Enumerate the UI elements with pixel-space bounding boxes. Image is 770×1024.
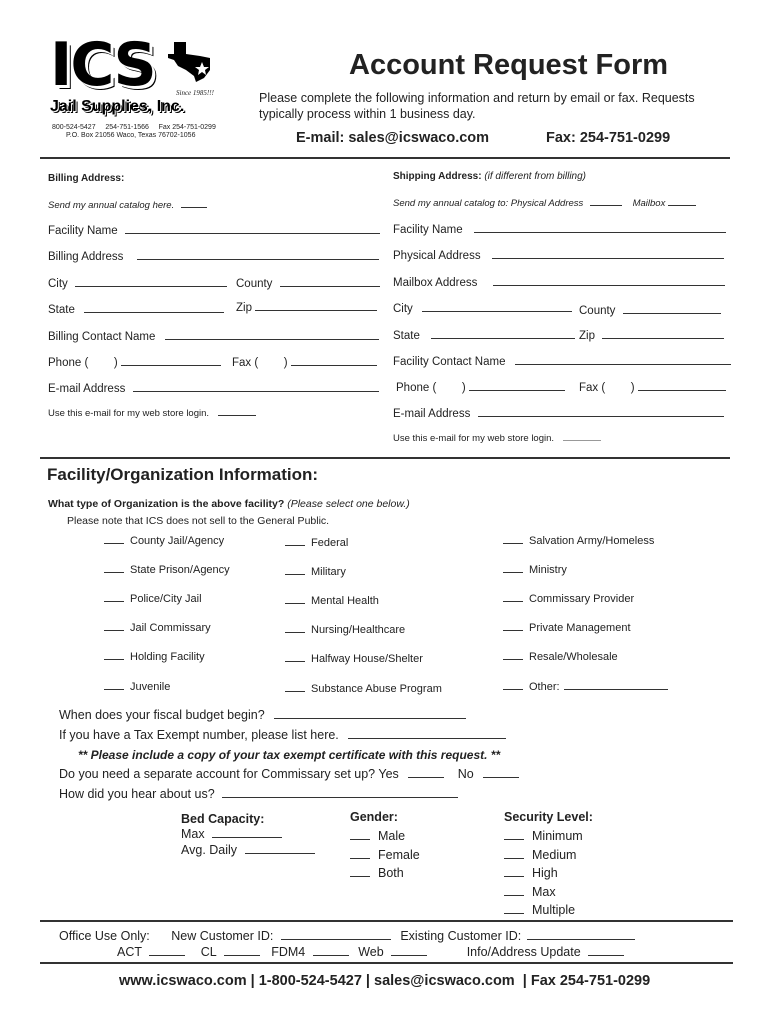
commissary-row[interactable] — [59, 767, 519, 781]
org-type-checkbox[interactable] — [104, 659, 124, 660]
shipping-mailbox-address-field[interactable] — [493, 285, 725, 286]
shipping-city-field[interactable] — [422, 311, 572, 312]
hear-row[interactable] — [59, 787, 458, 801]
header-divider — [40, 157, 730, 159]
bed-avg-field[interactable] — [245, 853, 315, 854]
office-info-label: Info/Address Update — [466, 945, 581, 959]
hear-field[interactable] — [222, 797, 458, 798]
billing-facility-name-field[interactable] — [125, 233, 380, 234]
facility-note: Please note that ICS does not sell to the General Public. — [67, 515, 330, 527]
shipping-heading: Shipping Address: — [393, 171, 482, 182]
bed-capacity-heading: Bed Capacity: — [181, 812, 265, 826]
security-level-option[interactable] — [504, 848, 576, 862]
org-type-label: Federal — [311, 537, 349, 549]
security-level-label: High — [532, 866, 558, 880]
billing-facility-row[interactable] — [48, 225, 380, 237]
org-type-checkbox[interactable] — [104, 572, 124, 573]
org-type-checkbox[interactable] — [104, 601, 124, 602]
tax-exempt-label: If you have a Tax Exempt number, please list here. — [59, 728, 339, 742]
org-type-checkbox[interactable] — [503, 630, 523, 631]
contact-line2: P.O. Box 21056 Waco, Texas 76702-1056 — [66, 132, 196, 139]
org-type-option[interactable] — [104, 564, 230, 576]
logo-subtitle: Jail Supplies, Inc. — [50, 98, 185, 115]
org-type-checkbox[interactable] — [503, 601, 523, 602]
org-type-option[interactable] — [503, 535, 654, 547]
gender-option[interactable] — [350, 829, 405, 843]
shipping-contact-name-field[interactable] — [515, 364, 731, 365]
office-web-label: Web — [358, 945, 384, 959]
billing-email-row[interactable] — [48, 383, 379, 395]
shipping-catalog-physical-blank[interactable] — [590, 205, 622, 206]
billing-fax-row[interactable] — [232, 357, 377, 369]
shipping-email-label: E-mail Address — [393, 408, 471, 420]
security-level-option[interactable] — [504, 829, 583, 843]
org-type-option[interactable] — [285, 683, 442, 695]
office-fdm4-field[interactable] — [313, 955, 349, 956]
billing-fax-label: Fax ( ) — [232, 357, 288, 369]
org-type-option[interactable] — [285, 537, 348, 549]
header-email: E-mail: sales@icswaco.com — [296, 130, 490, 146]
org-type-label: Substance Abuse Program — [311, 683, 442, 695]
instructions-line1: Please complete the following information and return by email or fax. Requests — [259, 91, 695, 105]
shipping-catalog-row[interactable] — [393, 198, 696, 209]
org-type-option[interactable] — [104, 535, 224, 547]
billing-zip-row[interactable] — [236, 302, 377, 314]
shipping-web-login-blank[interactable] — [563, 440, 601, 441]
shipping-county-row[interactable] — [579, 305, 721, 317]
org-type-option[interactable] — [285, 653, 423, 665]
org-type-checkbox[interactable] — [285, 661, 305, 662]
org-type-option[interactable] — [503, 681, 668, 693]
org-type-option[interactable] — [104, 681, 170, 693]
org-type-option[interactable] — [104, 593, 202, 605]
org-type-checkbox[interactable] — [285, 545, 305, 546]
office-top-divider — [40, 920, 733, 922]
shipping-mailbox-address-label: Mailbox Address — [393, 277, 478, 289]
security-level-label: Medium — [532, 847, 577, 862]
shipping-contact-name-label: Facility Contact Name — [393, 356, 506, 368]
shipping-county-field[interactable] — [623, 313, 721, 314]
security-level-option[interactable] — [504, 866, 558, 880]
commissary-yes-field[interactable] — [408, 777, 444, 778]
shipping-catalog-mailbox-blank[interactable] — [668, 205, 696, 206]
org-type-checkbox[interactable] — [285, 691, 305, 692]
billing-phone-row[interactable] — [48, 357, 221, 369]
commissary-no-label: No — [457, 767, 474, 781]
org-type-label: Holding Facility — [130, 651, 205, 663]
billing-catalog-label: Send my annual catalog here. — [48, 200, 175, 211]
shipping-city-row[interactable] — [393, 303, 572, 315]
org-type-label: Jail Commissary — [130, 622, 211, 634]
gender-heading: Gender: — [350, 810, 398, 824]
org-type-option[interactable] — [285, 624, 405, 636]
billing-heading: Billing Address: — [48, 173, 125, 184]
org-type-label: Juvenile — [130, 681, 171, 693]
org-type-label: Salvation Army/Homeless — [529, 535, 655, 547]
billing-email-field[interactable] — [133, 391, 379, 392]
org-type-option[interactable] — [285, 566, 346, 578]
org-type-other-field[interactable] — [564, 689, 668, 690]
billing-state-field[interactable] — [84, 312, 224, 313]
billing-city-row[interactable] — [48, 278, 227, 290]
bed-max-label: Max — [181, 827, 205, 841]
shipping-fax-field[interactable] — [638, 390, 726, 391]
shipping-fax-label: Fax ( ) — [579, 382, 635, 394]
billing-web-login-row[interactable] — [48, 408, 256, 419]
org-type-label: Military — [311, 566, 346, 578]
org-type-label: Private Management — [529, 622, 631, 634]
billing-web-login-blank[interactable] — [218, 415, 256, 416]
office-act-label: ACT — [117, 945, 142, 959]
office-info-field[interactable] — [588, 955, 624, 956]
billing-contact-name-label: Billing Contact Name — [48, 331, 156, 343]
shipping-heading-row — [393, 171, 586, 182]
security-level-label: Max — [532, 884, 556, 899]
security-level-label: Minimum — [532, 829, 583, 843]
shipping-zip-field[interactable] — [602, 338, 724, 339]
bed-max-field[interactable] — [212, 837, 282, 838]
shipping-city-label: City — [393, 303, 413, 315]
shipping-state-label: State — [393, 330, 420, 342]
security-level-checkbox[interactable] — [504, 858, 524, 859]
office-row2 — [117, 945, 624, 959]
facility-question: What type of Organization is the above facility? — [48, 498, 285, 510]
office-cl-field[interactable] — [224, 955, 260, 956]
shipping-email-row[interactable] — [393, 408, 724, 420]
contact-line1: 800-524-5427 254-751-1566 Fax 254-751-0299 — [52, 124, 216, 131]
tax-note: ** Please include a copy of your tax exempt certificate with this request. ** — [78, 748, 501, 762]
org-type-label: State Prison/Agency — [130, 564, 230, 576]
facility-question-row — [48, 498, 410, 510]
office-web-field[interactable] — [391, 955, 427, 956]
org-type-checkbox[interactable] — [285, 632, 305, 633]
gender-checkbox[interactable] — [350, 876, 370, 877]
org-type-checkbox[interactable] — [503, 543, 523, 544]
billing-fax-field[interactable] — [291, 365, 377, 366]
org-type-label: Resale/Wholesale — [529, 651, 618, 663]
office-existing-id-field[interactable] — [527, 939, 635, 940]
footer-contact: www.icswaco.com | 1-800-524-5427 | sales@icswaco.com | Fax 254-751-0299 — [119, 973, 651, 989]
shipping-fax-row[interactable] — [579, 382, 726, 394]
gender-label: Male — [378, 829, 406, 843]
billing-state-label: State — [48, 304, 75, 316]
office-bottom-divider — [40, 962, 733, 964]
logo — [48, 30, 218, 120]
section-divider — [40, 457, 730, 459]
org-type-label: Mental Health — [311, 595, 379, 607]
fiscal-row[interactable] — [59, 708, 466, 722]
org-type-option[interactable] — [503, 564, 567, 576]
office-fdm4-label: FDM4 — [271, 945, 306, 959]
security-level-checkbox[interactable] — [504, 839, 524, 840]
header-fax: Fax: 254-751-0299 — [546, 130, 671, 146]
billing-phone-label: Phone ( ) — [48, 357, 118, 369]
office-row1 — [59, 929, 635, 943]
shipping-state-row[interactable] — [393, 330, 575, 342]
billing-facility-name-label: Facility Name — [48, 225, 118, 237]
bed-max-row[interactable] — [181, 827, 282, 841]
fiscal-field[interactable] — [274, 718, 466, 719]
security-level-label: Multiple — [532, 903, 576, 917]
security-level-option[interactable] — [504, 885, 556, 899]
security-level-checkbox[interactable] — [504, 913, 524, 914]
texas-star-icon — [166, 36, 216, 86]
shipping-mailbox-row[interactable] — [393, 277, 725, 289]
gender-checkbox[interactable] — [350, 839, 370, 840]
shipping-phone-label: Phone ( ) — [396, 382, 466, 394]
org-type-option[interactable] — [104, 651, 205, 663]
shipping-email-field[interactable] — [478, 416, 724, 417]
shipping-heading-note: (if different from billing) — [484, 171, 587, 182]
billing-web-login-label: Use this e-mail for my web store login. — [48, 408, 210, 419]
org-type-checkbox[interactable] — [285, 603, 305, 604]
commissary-no-field[interactable] — [483, 777, 519, 778]
facility-heading: Facility/Organization Information: — [47, 465, 319, 484]
org-type-option[interactable] — [285, 595, 379, 607]
gender-option[interactable] — [350, 848, 420, 862]
billing-catalog-blank[interactable] — [181, 207, 207, 208]
page-title: Account Request Form — [349, 49, 669, 81]
gender-label: Both — [378, 866, 404, 880]
org-type-label: Halfway House/Shelter — [311, 653, 423, 665]
billing-email-label: E-mail Address — [48, 383, 126, 395]
org-type-label: County Jail/Agency — [130, 535, 225, 547]
office-use-label: Office Use Only: — [59, 929, 150, 943]
office-act-field[interactable] — [149, 955, 185, 956]
billing-phone-field[interactable] — [121, 365, 221, 366]
org-type-checkbox[interactable] — [503, 659, 523, 660]
shipping-physical-row[interactable] — [393, 250, 724, 262]
logo-ics-text: ICS — [50, 30, 155, 100]
billing-catalog-row[interactable] — [48, 200, 207, 211]
office-existing-id-label: Existing Customer ID: — [400, 929, 522, 943]
instructions-line2: typically process within 1 business day. — [259, 107, 476, 121]
bed-avg-label: Avg. Daily — [181, 843, 238, 857]
tax-exempt-row[interactable] — [59, 728, 506, 742]
billing-contact-name-field[interactable] — [165, 339, 379, 340]
shipping-facility-name-label: Facility Name — [393, 224, 463, 236]
shipping-zip-row[interactable] — [579, 330, 724, 342]
billing-address-label: Billing Address — [48, 251, 124, 263]
org-type-label: Nursing/Healthcare — [311, 624, 406, 636]
org-type-checkbox[interactable] — [104, 543, 124, 544]
bed-avg-row[interactable] — [181, 843, 315, 857]
org-type-option[interactable] — [104, 622, 211, 634]
billing-city-field[interactable] — [75, 286, 227, 287]
org-type-checkbox[interactable] — [104, 630, 124, 631]
billing-city-label: City — [48, 278, 68, 290]
org-type-label: Other: — [529, 681, 560, 693]
gender-label: Female — [378, 847, 420, 862]
shipping-catalog-mailbox-label: Mailbox — [632, 198, 666, 209]
org-type-label: Police/City Jail — [130, 593, 202, 605]
org-type-checkbox[interactable] — [503, 572, 523, 573]
shipping-state-field[interactable] — [431, 338, 575, 339]
logo-since-text: Since 1985!!! — [176, 89, 214, 97]
shipping-facility-name-field[interactable] — [474, 232, 726, 233]
billing-county-row[interactable] — [236, 278, 380, 290]
org-type-checkbox[interactable] — [285, 574, 305, 575]
org-type-option[interactable] — [503, 622, 631, 634]
billing-address-field[interactable] — [137, 259, 379, 260]
fiscal-label: When does your fiscal budget begin? — [59, 708, 265, 722]
security-heading: Security Level: — [504, 810, 593, 824]
org-type-option[interactable] — [503, 651, 618, 663]
security-level-option[interactable] — [504, 903, 575, 917]
org-type-label: Ministry — [529, 564, 567, 576]
gender-checkbox[interactable] — [350, 858, 370, 859]
office-cl-label: CL — [200, 945, 217, 959]
billing-contact-row[interactable] — [48, 331, 379, 343]
security-level-checkbox[interactable] — [504, 895, 524, 896]
shipping-catalog-label: Send my annual catalog to: Physical Address — [393, 198, 584, 209]
shipping-county-label: County — [579, 305, 616, 317]
shipping-web-login-row[interactable] — [393, 433, 601, 444]
hear-label: How did you hear about us? — [59, 787, 215, 801]
billing-address-row[interactable] — [48, 251, 379, 263]
shipping-physical-address-label: Physical Address — [393, 250, 481, 262]
facility-question-note: (Please select one below.) — [287, 498, 410, 510]
tax-exempt-field[interactable] — [348, 738, 506, 739]
office-new-id-field[interactable] — [281, 939, 391, 940]
org-type-option[interactable] — [503, 593, 634, 605]
org-type-checkbox[interactable] — [104, 689, 124, 690]
gender-option[interactable] — [350, 866, 404, 880]
shipping-physical-address-field[interactable] — [492, 258, 724, 259]
shipping-contact-row[interactable] — [393, 356, 731, 368]
shipping-phone-row[interactable] — [396, 382, 565, 394]
shipping-zip-label: Zip — [579, 330, 595, 342]
org-type-label: Commissary Provider — [529, 593, 635, 605]
shipping-facility-row[interactable] — [393, 224, 726, 236]
billing-county-label: County — [236, 278, 273, 290]
billing-zip-label: Zip — [236, 302, 252, 314]
billing-state-row[interactable] — [48, 304, 224, 316]
org-type-checkbox[interactable] — [503, 689, 523, 690]
shipping-phone-field[interactable] — [469, 390, 565, 391]
commissary-label: Do you need a separate account for Commissary set up? Yes — [59, 767, 399, 781]
security-level-checkbox[interactable] — [504, 876, 524, 877]
office-new-id-label: New Customer ID: — [171, 929, 274, 943]
billing-zip-field[interactable] — [255, 310, 377, 311]
shipping-web-login-label: Use this e-mail for my web store login. — [393, 433, 555, 444]
billing-county-field[interactable] — [280, 286, 380, 287]
